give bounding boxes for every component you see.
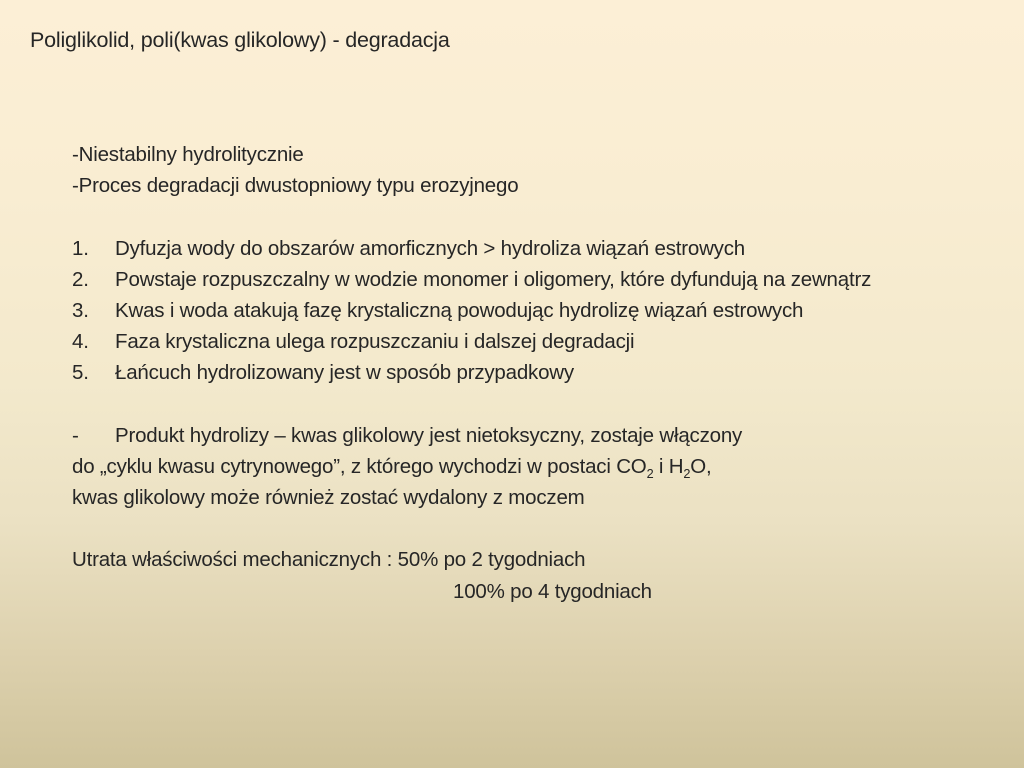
item-number: 4. bbox=[72, 330, 89, 354]
mechanical-loss-line-2: 100% po 4 tygodniach bbox=[453, 579, 652, 603]
item-number: 5. bbox=[72, 361, 89, 385]
slide-title: Poliglikolid, poli(kwas glikolowy) - degradacja bbox=[30, 28, 450, 52]
chem-text-post: O, bbox=[690, 454, 712, 478]
intro-line-hydrolytic: -Niestabilny hydrolitycznie bbox=[72, 143, 304, 166]
item-number: 2. bbox=[72, 267, 89, 291]
product-note-line-1 bbox=[72, 420, 871, 451]
numbered-item-3 bbox=[72, 295, 871, 326]
chem-text-pre: do „cyklu kwasu cytrynowego”, z którego wychodzi w postaci CO bbox=[72, 454, 647, 478]
product-note-line-3: kwas glikolowy może również zostać wydalony z moczem bbox=[72, 486, 585, 510]
blank-line bbox=[72, 389, 871, 420]
item-text: Łańcuch hydrolizowany jest w sposób przypadkowy bbox=[115, 361, 574, 385]
product-note-text: Produkt hydrolizy – kwas glikolowy jest nietoksyczny, zostaje włączony bbox=[115, 423, 743, 447]
item-number: 3. bbox=[72, 298, 89, 322]
item-number: 1. bbox=[72, 236, 89, 260]
mechanical-loss-line-1: Utrata właściwości mechanicznych : 50% po 2 tygodniach bbox=[72, 548, 586, 572]
numbered-item-1 bbox=[72, 233, 871, 264]
item-text: Dyfuzja wody do obszarów amorficznych > hydroliza wiązań estrowych bbox=[115, 236, 745, 260]
product-note-line-2 bbox=[72, 451, 871, 482]
item-text: Kwas i woda atakują fazę krystaliczną powodując hydrolizę wiązań estrowych bbox=[115, 298, 804, 322]
blank-line bbox=[72, 201, 871, 232]
blank-line bbox=[72, 513, 871, 544]
numbered-item-5 bbox=[72, 357, 871, 388]
chem-text-mid: i H bbox=[653, 454, 684, 478]
intro-line-process: -Proces degradacji dwustopniowy typu erozyjnego bbox=[72, 174, 519, 198]
item-text: Faza krystaliczna ulega rozpuszczaniu i dalszej degradacji bbox=[115, 330, 635, 354]
numbered-item-2 bbox=[72, 264, 871, 295]
slide-body bbox=[72, 139, 871, 607]
dash-marker: - bbox=[72, 423, 79, 447]
h2o-subscript: 2 bbox=[683, 465, 691, 481]
item-text: Powstaje rozpuszczalny w wodzie monomer i oligomery, które dyfundują na zewnątrz bbox=[115, 267, 872, 291]
numbered-item-4 bbox=[72, 326, 871, 357]
co2-subscript: 2 bbox=[646, 465, 654, 481]
